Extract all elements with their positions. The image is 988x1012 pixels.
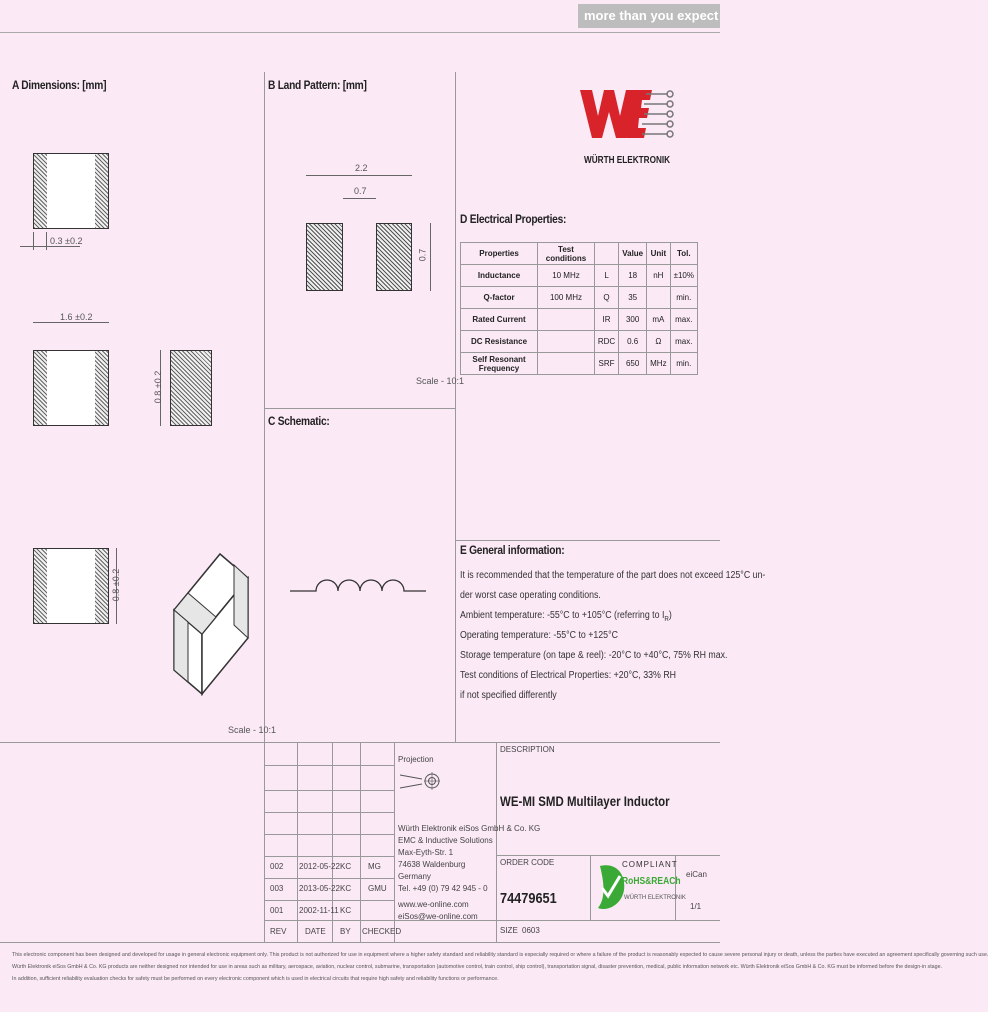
general-info-line: Operating temperature: -55°C to +125°C <box>460 630 618 641</box>
address-line: Würth Elektronik eiSos GmbH & Co. KG <box>398 824 541 833</box>
product-title: WE-MI SMD Multilayer Inductor <box>500 793 670 809</box>
projection-label: Projection <box>398 755 434 764</box>
tb-divider <box>264 920 720 921</box>
rev-cell: 2013-05-22 <box>299 884 340 893</box>
dim-arrow <box>430 223 431 291</box>
terminal-right <box>95 549 108 623</box>
land-pad-right <box>376 223 412 291</box>
tb-divider <box>264 900 394 901</box>
table-cell: 100 MHz <box>538 287 595 309</box>
table-cell: 650 <box>619 353 647 375</box>
rev-cell: 002 <box>270 862 284 871</box>
rohs-bottom-text: WÜRTH ELEKTRONIK <box>624 895 686 901</box>
table-cell: Inductance <box>461 265 538 287</box>
rev-cell: GMU <box>368 884 387 893</box>
table-header-cell: Tol. <box>670 243 697 265</box>
size-label: SIZE <box>500 926 518 935</box>
header-divider <box>0 32 720 33</box>
slogan-banner: more than you expect <box>578 4 720 28</box>
section-b-title: B Land Pattern: [mm] <box>268 78 367 92</box>
address-line: Max-Eyth-Str. 1 <box>398 848 454 857</box>
rev-header-cell: BY <box>340 927 351 936</box>
table-cell: IR <box>594 309 618 331</box>
table-cell <box>538 309 595 331</box>
table-header-cell <box>594 243 618 265</box>
rev-cell: 001 <box>270 906 284 915</box>
table-cell: 300 <box>619 309 647 331</box>
component-isometric-view <box>168 548 258 700</box>
divider-b-d <box>455 72 456 742</box>
section-c-title: C Schematic: <box>268 414 330 428</box>
table-cell <box>538 331 595 353</box>
table-cell: DC Resistance <box>461 331 538 353</box>
scale-b-label: Scale - 10:1 <box>416 376 465 386</box>
dim-arrow <box>33 322 109 323</box>
table-cell: 18 <box>619 265 647 287</box>
component-side-view <box>33 350 109 426</box>
terminal-right <box>95 154 108 228</box>
table-row <box>461 331 698 353</box>
tb-divider <box>360 742 361 942</box>
table-cell: nH <box>647 265 670 287</box>
tb-divider <box>264 834 394 835</box>
component-top-view <box>33 153 109 229</box>
table-cell: max. <box>670 331 697 353</box>
table-cell: 35 <box>619 287 647 309</box>
divider-d-e <box>455 540 720 541</box>
terminal-left <box>34 549 47 623</box>
address-line: Germany <box>398 872 431 881</box>
tb-divider <box>496 855 720 856</box>
order-code-label: ORDER CODE <box>500 858 555 867</box>
tb-divider <box>264 790 394 791</box>
rev-header-cell: CHECKED <box>362 927 402 936</box>
table-cell <box>647 287 670 309</box>
order-code: 74479651 <box>500 890 557 907</box>
rev-cell: 003 <box>270 884 284 893</box>
divider-a-b <box>264 72 265 742</box>
table-cell: Rated Current <box>461 309 538 331</box>
table-header-cell: Properties <box>461 243 538 265</box>
general-info-line: Test conditions of Electrical Properties: +20°C, 33% RH <box>460 670 677 681</box>
dim-arrow <box>306 175 412 176</box>
rohs-top-text: COMPLIANT <box>622 860 678 869</box>
table-cell: RDC <box>594 331 618 353</box>
table-row <box>461 265 698 287</box>
table-cell: 0.6 <box>619 331 647 353</box>
electrical-properties-table <box>460 242 698 375</box>
inductor-symbol <box>288 565 428 597</box>
size-value: 0603 <box>522 926 540 935</box>
table-header-row <box>461 243 698 265</box>
table-cell: SRF <box>594 353 618 375</box>
tb-divider <box>264 812 394 813</box>
table-header-cell: Value <box>619 243 647 265</box>
tb-divider <box>394 742 395 942</box>
land-pad-height-label: 0.7 <box>417 248 428 262</box>
table-cell: min. <box>670 287 697 309</box>
tb-divider <box>0 942 720 943</box>
table-cell: L <box>594 265 618 287</box>
tb-divider <box>264 742 265 942</box>
table-cell: ±10% <box>670 265 697 287</box>
email-link[interactable]: eiSos@we-online.com <box>398 912 478 921</box>
general-info-line: Ambient temperature: -55°C to +105°C (referring to $I_R$) <box>460 610 672 623</box>
rev-cell: 2002-11-11 <box>299 906 339 915</box>
footer-disclaimer-1: This electronic component has been designed and developed for usage in general electronic equipment only. This product is not authorized for use in equipment where a higher safety standard and reliability standard is especially required or where a failure of the product is reasonably expected to cause severe personal injury or death, unless the parties have executed an agreement specifically governing such use. <box>12 952 988 958</box>
land-overall-label: 2.2 <box>355 163 368 173</box>
dim-arrow <box>20 246 80 247</box>
component-front-view <box>33 548 109 624</box>
table-cell: Self Resonant Frequency <box>461 353 538 375</box>
page-number: 1/1 <box>690 902 702 911</box>
scale-a-label: Scale - 10:1 <box>228 725 277 735</box>
rohs-mid-text: RoHS&REACh <box>622 876 681 887</box>
footer-disclaimer-2: Würth Elektronik eiSos GmbH & Co. KG products are neither designed nor intended for use in areas such as military, aerospace, aviation, nuclear control, submarine, transportation (automotive control, train control, ship control), transportation signal, disaster prevention, medical, public information network etc. Würth Elektronik eiSos GmbH & Co. KG must be informed before the design-in stage. <box>12 964 943 970</box>
table-cell: Q <box>594 287 618 309</box>
table-cell: 10 MHz <box>538 265 595 287</box>
address-line: Tel. +49 (0) 79 42 945 - 0 <box>398 884 488 893</box>
address-line: EMC & Inductive Solutions <box>398 836 493 845</box>
dim-terminal-label: 0.3 ±0.2 <box>50 236 83 246</box>
rev-cell: KC <box>340 884 352 893</box>
tb-divider <box>264 878 394 879</box>
table-cell: Q-factor <box>461 287 538 309</box>
address-line: 74638 Waldenburg <box>398 860 466 869</box>
section-a-title: A Dimensions: [mm] <box>12 78 107 92</box>
company-name: WÜRTH ELEKTRONIK <box>584 155 671 166</box>
table-header-cell: Test conditions <box>538 243 595 265</box>
terminal-left <box>34 154 47 228</box>
section-d-title: D Electrical Properties: <box>460 212 567 226</box>
rev-cell: 2012-05-22 <box>299 862 340 871</box>
terminal-left <box>34 351 47 425</box>
dim-line <box>33 232 34 250</box>
general-info-text: Ambient temperature: -55°C to +105°C (referring to I <box>460 610 665 621</box>
general-info-line: der worst case operating conditions. <box>460 590 601 601</box>
table-cell: MHz <box>647 353 670 375</box>
rev-cell: MG <box>368 862 381 871</box>
divider-b-c <box>264 408 455 409</box>
tb-divider <box>264 765 394 766</box>
tb-divider <box>590 855 591 920</box>
tb-divider <box>496 742 497 942</box>
table-row <box>461 353 698 375</box>
tb-divider <box>264 856 394 857</box>
table-cell: mA <box>647 309 670 331</box>
dim-line <box>46 232 47 250</box>
rev-header-cell: REV <box>270 927 287 936</box>
footer-disclaimer-3: In addition, sufficient reliability evaluation checks for safety must be performed on every electronic component which is used in electrical circuits that require high safety and reliability functions or performance. <box>12 976 499 982</box>
land-pad-left <box>306 223 343 291</box>
dim-height-label: 0.8 ±0.2 <box>111 568 122 602</box>
dim-width-label: 0.8 ±0.2 <box>153 370 164 404</box>
general-info-line: if not specified differently <box>460 690 557 701</box>
table-row <box>461 309 698 331</box>
table-header-cell: Unit <box>647 243 670 265</box>
general-info-sub: R <box>664 616 669 623</box>
website-link[interactable]: www.we-online.com <box>398 900 469 909</box>
tb-divider <box>297 742 298 942</box>
rev-header-cell: DATE <box>305 927 326 936</box>
table-cell: Ω <box>647 331 670 353</box>
section-e-title: E General information: <box>460 543 565 557</box>
dim-arrow <box>343 198 376 199</box>
table-row <box>461 287 698 309</box>
dim-length-label: 1.6 ±0.2 <box>60 312 93 322</box>
general-info-line: It is recommended that the temperature of the part does not exceed 125°C un- <box>460 570 766 581</box>
terminal-right <box>95 351 108 425</box>
projection-icon <box>400 766 444 796</box>
description-label: DESCRIPTION <box>500 745 555 754</box>
rev-cell: KC <box>340 862 352 871</box>
component-end-view <box>170 350 212 426</box>
table-cell: min. <box>670 353 697 375</box>
table-cell: max. <box>670 309 697 331</box>
business-unit: eiCan <box>686 870 707 879</box>
we-logo-icon <box>576 82 676 154</box>
table-cell <box>538 353 595 375</box>
general-info-line: Storage temperature (on tape & reel): -20°C to +40°C, 75% RH max. <box>460 650 728 661</box>
rev-cell: KC <box>340 906 352 915</box>
land-gap-label: 0.7 <box>354 186 367 196</box>
